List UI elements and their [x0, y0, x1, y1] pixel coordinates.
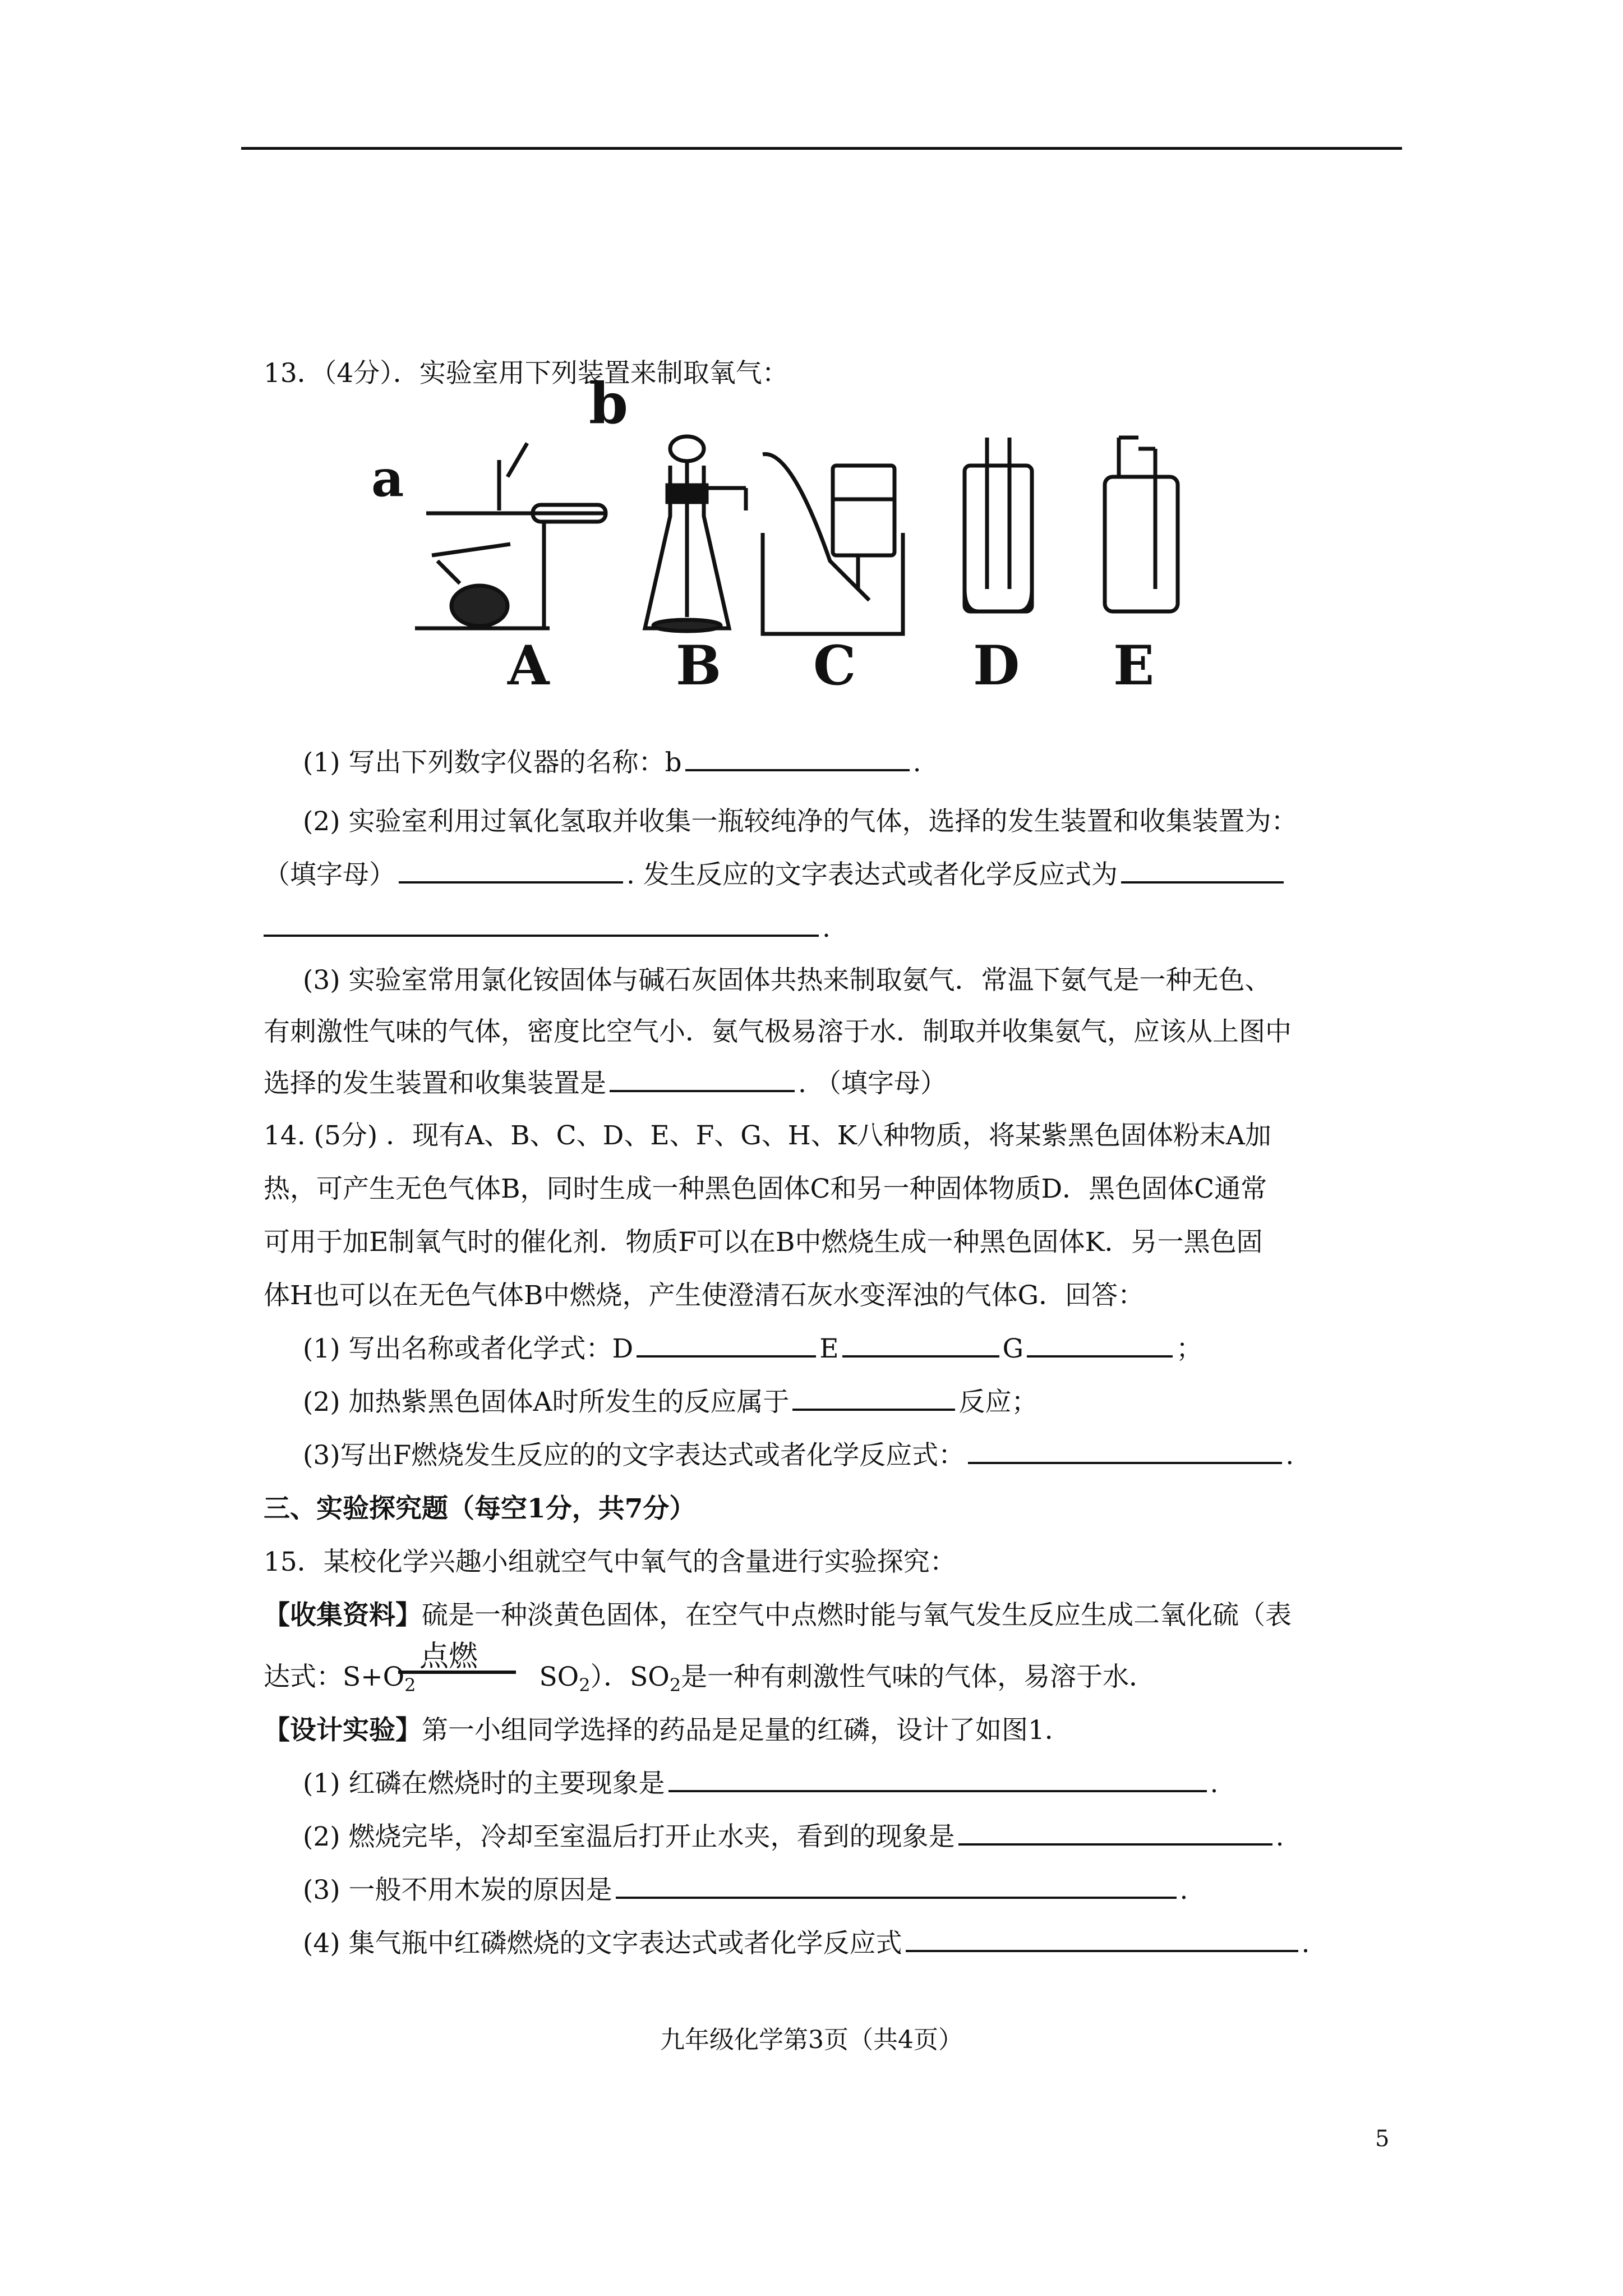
q15-p3: (3) 一般不用木炭的原因是 . — [303, 1875, 1188, 1906]
q15-design: 【设计实验】第一小组同学选择的药品是足量的红磷，设计了如图1． — [264, 1715, 1071, 1746]
q14-line1: 14. (5分) ．现有A、B、C、D、E、F、G、H、K八种物质，将某紫黑色固体粉末A加 — [264, 1120, 1271, 1151]
q13-p3-line1: (3) 实验室常用氯化铵固体与碱石灰固体共热来制取氨气．常温下氨气是一种无色、 — [303, 965, 1271, 996]
answer-blank[interactable] — [842, 1333, 999, 1358]
apparatus-e — [1105, 438, 1178, 611]
answer-blank[interactable] — [792, 1386, 955, 1411]
answer-blank[interactable] — [958, 1821, 1272, 1846]
q14-p2: (2) 加热紫黑色固体A时所发生的反应属于 反应； — [303, 1387, 1038, 1418]
answer-blank[interactable] — [1027, 1333, 1173, 1358]
section3-title: 三、实验探究题（每空1分，共7分） — [264, 1493, 696, 1524]
q13-p3-line3: 选择的发生装置和收集装置是 . （填字母） — [264, 1068, 947, 1099]
q14-line3: 可用于加E制氧气时的催化剂．物质F可以在B中燃烧生成一种黑色固体K．另一黑色固 — [264, 1227, 1263, 1258]
q15-collect: 【收集资料】硫是一种淡黄色固体，在空气中点燃时能与氧气发生反应生成二氧化硫（表 — [264, 1600, 1292, 1631]
apparatus-d — [965, 438, 1032, 611]
answer-blank[interactable] — [906, 1927, 1298, 1952]
q13-p1: (1) 写出下列数字仪器的名称：b . — [303, 747, 921, 778]
answer-blank[interactable] — [610, 1068, 795, 1092]
apparatus-b — [645, 436, 746, 631]
label-B: B — [676, 634, 722, 697]
q14-line2: 热，可产生无色气体B，同时生成一种黑色固体C和另一种固体物质D．黑色固体C通常 — [264, 1174, 1267, 1204]
apparatus-c — [763, 454, 903, 634]
label-A: A — [508, 634, 550, 697]
q15-p4: (4) 集气瓶中红磷燃烧的文字表达式或者化学反应式 . — [303, 1928, 1310, 1959]
q13-p2-line3: . — [264, 912, 831, 945]
label-D: D — [973, 634, 1020, 697]
answer-blank[interactable] — [968, 1439, 1282, 1464]
reaction-condition: 点燃 — [419, 1640, 478, 1673]
q15-expression: 达式：$S+O_2$ $SO_2$）．$SO_2$是一种有刺激性气味的气体，易溶于水． — [264, 1662, 1156, 1696]
q13-p2-line1: (2) 实验室利用过氧化氢取并收集一瓶较纯净的气体，选择的发生装置和收集装置为： — [303, 806, 1298, 837]
q15-intro: 15．某校化学兴趣小组就空气中氧气的含量进行实验探究： — [264, 1547, 956, 1577]
q14-p1: (1) 写出名称或者化学式：D E G ； — [303, 1333, 1203, 1364]
apparatus-a — [415, 443, 606, 628]
q14-p3: (3)写出F燃烧发生反应的的文字表达式或者化学反应式： . — [303, 1440, 1294, 1471]
answer-blank[interactable] — [685, 747, 910, 771]
answer-blank[interactable] — [1121, 859, 1284, 884]
answer-blank[interactable] — [399, 859, 623, 884]
label-b: b — [589, 370, 628, 436]
q13-p3-line2: 有刺激性气味的气体，密度比空气小．氨气极易溶于水．制取并收集氨气，应该从上图中 — [264, 1016, 1292, 1047]
header-rule — [241, 147, 1402, 150]
page-footer: 九年级化学第3页（共4页） — [660, 2026, 963, 2054]
label-C: C — [813, 634, 856, 697]
q13-title: 13．（4分）．实验室用下列装置来制取氧气： — [264, 358, 789, 389]
q15-p2: (2) 燃烧完毕，冷却至室温后打开止水夹，看到的现象是 . — [303, 1821, 1284, 1852]
answer-blank[interactable] — [264, 912, 819, 937]
q15-p1: (1) 红磷在燃烧时的主要现象是 . — [303, 1768, 1219, 1799]
answer-blank[interactable] — [637, 1333, 816, 1358]
apparatus-figure — [365, 404, 1206, 718]
q13-p2-line2: （填字母） . 发生反应的文字表达式或者化学反应式为 — [264, 858, 1287, 892]
answer-blank[interactable] — [668, 1768, 1207, 1792]
label-E: E — [1113, 634, 1155, 697]
page-number: 5 — [1375, 2126, 1390, 2152]
label-a: a — [371, 449, 404, 508]
q14-line4: 体H也可以在无色气体B中燃烧，产生使澄清石灰水变浑浊的气体G．回答： — [264, 1280, 1145, 1311]
answer-blank[interactable] — [616, 1874, 1177, 1899]
